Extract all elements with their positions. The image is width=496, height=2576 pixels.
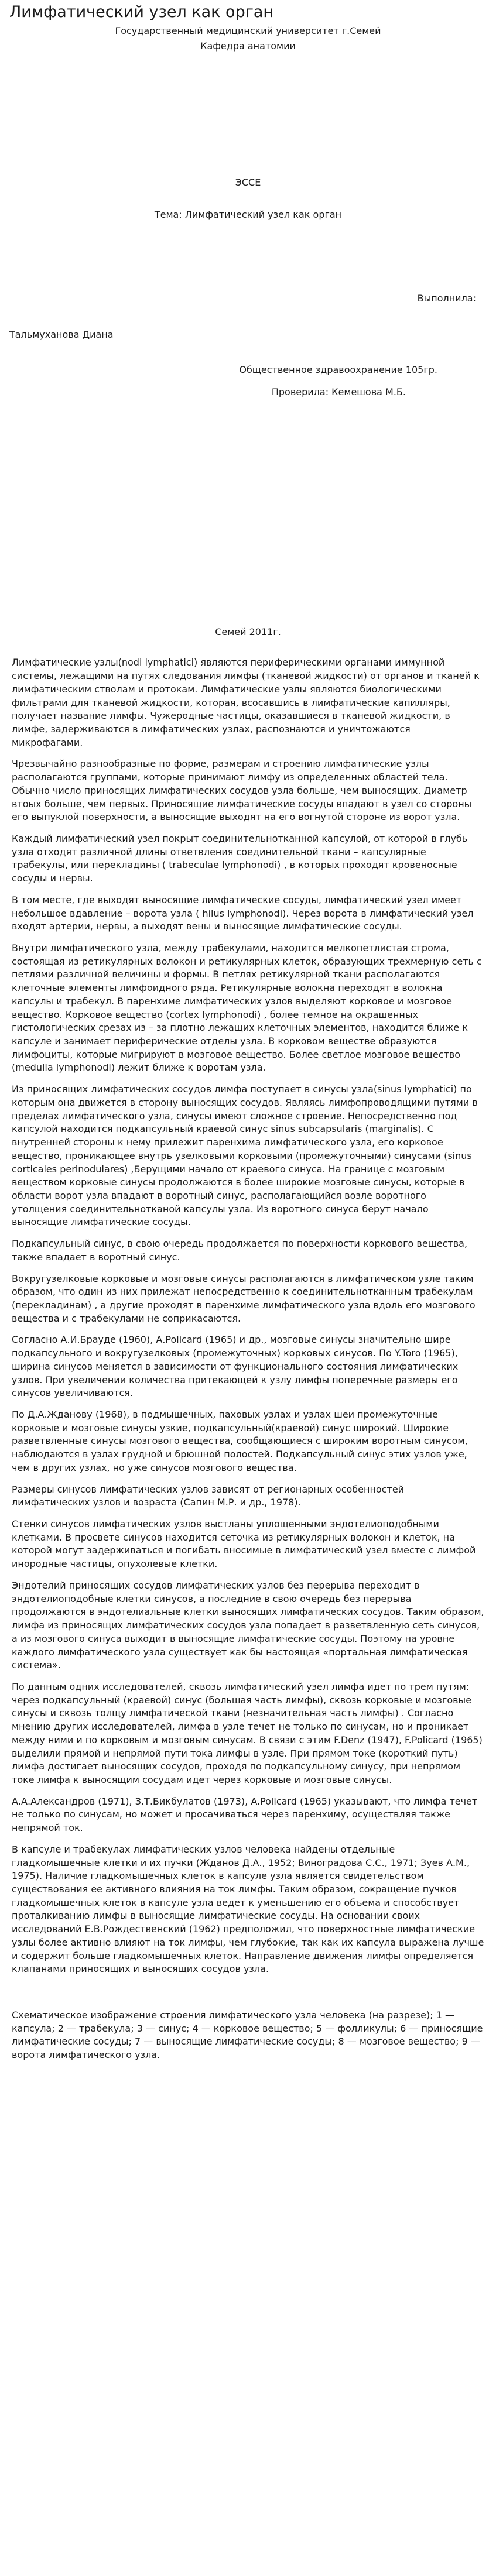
paragraph: Чрезвычайно разнообразные по форме, размерам и строению лимфатические узлы располагаются группами, которые принимают лимфу из определенных областей тела. Обычно число приносящих лимфатических сосудов узла больше, чем выносящих. Диаметр втоых больше, чем первых. Приносящие лимфатические сосуды впадают в узел со стороны его выпуклой поверхности, а выносящие выходят на его вогнутой стороне из ворот узла. xyxy=(12,758,472,823)
paragraph: Лимфатические узлы(nodi lymphatici) являются периферическими органами иммунной системы, лежащими на путях следования лимфы (тканевой жидкости) от органов и тканей к лимфатическим стволам и протокам. Лимфатические узлы являются биологическими фильтрами для тканевой жидкости, которая, всосавшись в лимфатические капилляры, получает название лимфы. Чужеродные частицы, оказавшиеся в тканевой жидкости, в лимфе, задерживаются в лимфатических узлах, распознаются и уничтожаются микрофагами. xyxy=(12,657,480,748)
paragraph: В том месте, где выходят выносящие лимфатические сосуды, лимфатический узел имеет небольшое вдавление – ворота узла ( hilus lymphonodi). Через ворота в лимфатический узел входят артерии, нервы, а выходят вены и выносящие лимфатические сосуды. xyxy=(12,894,474,932)
spacer xyxy=(9,433,487,626)
paragraph: Вокругузелковые корковые и мозговые синусы располагаются в лимфатическом узле таким образом, что один из них прилежат непосредственно к соединительнотканным трабекулам (перекладинам) , а другие проходят в паренхиме лимфатического узла вдоль его мозгового вещества и с трабекулами не соприкасаются. xyxy=(12,1272,476,1324)
document-title: Лимфатический узел как орган xyxy=(9,3,274,21)
department-name: Кафедра анатомии xyxy=(200,40,296,52)
document-page xyxy=(0,2,496,2062)
university-name: Государственный медицинский университет г.Семей xyxy=(115,25,381,36)
paragraph: Подкапсульный синус, в свою очередь продолжается по поверхности коркового вещества, также впадает в воротный синус. xyxy=(12,1238,468,1263)
paragraph: Эндотелий приносящих сосудов лимфатических узлов без перерыва переходит в эндотелиоподобные клетки синусов, а последние в свою очередь без перерыва продолжаются в эндотелиальные клетки выносящих лимфатических сосудов. Таким образом, лимфа из приносящих лимфатических сосудов узла попадает в разветвленную сеть синусов, а из мозгового синуса выходит в выносящие лимфатические сосуды. Поэтому на уровне каждого лимфатического узла существует как бы настоящая «портальная лимфатическая система». xyxy=(12,1579,484,1671)
city-year: Семей 2011г. xyxy=(215,626,281,637)
essay-topic: Тема: Лимфатический узел как орган xyxy=(154,208,342,220)
paragraph: А.А.Александров (1971), З.Т.Бикбулатов (1973), A.Policard (1965) указывают, что лимфа течет не только по синусам, но может и просачиваться через паренхиму, осуществляя также непрямой ток. xyxy=(12,1795,478,1834)
paragraph: Из приносящих лимфатических сосудов лимфа поступает в синусы узла(sinus lymphatici) по которым она движется в сторону выносящих сосудов. Являясь лимфопроводящими путями в пределах лимфатического узла, синусы имеют сложное строение. Непосредственно под капсулой находится подкапсульный краевой синус sinus subcapsularis (marginalis). С внутренней стороны к нему прилежит паренхима лимфатического узла, его корковое вещество, проникающее внутрь узелковыми корковыми (промежуточными) синусами (sinus corticales perinodulares) ,Берущими начало от краевого синуса. На границе с мозговым веществом корковые синусы продолжаются в более широкие мозговые синусы, которые в области ворот узла впадают в воротный синус, располагающийся возле воротного утолщения соединительнотканой капсулы узла. Из воротного синуса берут начало выносящие лимфатические сосуды. xyxy=(12,1083,478,1228)
spacer xyxy=(9,222,487,292)
essay-label: ЭССЕ xyxy=(235,177,261,188)
paragraph: Каждый лимфатический узел покрыт соединительнотканной капсулой, от которой в глубь узла отходят различной длины ответвления соединительной ткани – капсулярные трабекулы, или перекладины ( trabeculae lymphonodi) , в которых проходят кровеносные сосуды и нервы. xyxy=(12,832,468,884)
student-name: Тальмуханова Диана xyxy=(9,328,114,340)
paragraph: Согласно А.И.Брауде (1960), А.Policard (1965) и др., мозговые синусы значительно шире подкапсульного и вокругузелковых (промежуточных) корковых синусов. По Y.Toro (1965), ширина синусов меняется в зависимости от функционального состояния лимфатических узлов. При увеличении количества притекающей к узлу лимфы поперечные размеры его синусов увеличиваются. xyxy=(12,1334,459,1399)
performed-label: Выполнила: xyxy=(417,292,476,304)
paragraph: Стенки синусов лимфатических узлов выстланы уплощенными эндотелиоподобными клетками. В просвете синусов находится сеточка из ретикулярных волокон и клеток, на которой могут задерживаться и погибать вносимые в лимфатический узел вместе с лимфой инородные частицы, опухолевые клетки. xyxy=(12,1518,476,1570)
paragraph: По Д.А.Жданову (1968), в подмышечных, паховых узлах и узлах шеи промежуточные корковые и мозговые синусы узкие, подкапсульный(краевой) синус широкий. Широкие разветвленные синусы мозгового вещества, сообщающиеся с широким воротным синусом, наблюдаются в узлах грудной и брюшной полостей. Подкапсульный синус этих узлов уже, чем в других узлах, но уже синусов мозгового вещества. xyxy=(12,1409,468,1473)
checked-by: Проверила: Кемешова М.Б. xyxy=(271,386,406,397)
paragraph: По данным одних исследователей, сквозь лимфатический узел лимфа идет по трем путям: через подкапсульный (краевой) синус (большая часть лимфы), сквозь корковые и мозговые синусы и сквозь толщу лимфатической ткани (незначительная часть лимфы) . Согласно мнению других исследователей, лимфа в узле течет не только по синусам, но и проникает между ними и по корковым и мозговым синусам. В связи с этим F.Denz (1947), F.Policard (1965) выделили прямой и непрямой пути тока лимфы в узле. При прямом токе (короткий путь) лимфа достигает выносящих сосудов, проходя по подкапсульному синусу, при непрямом токе лимфа к выносящим сосудам идет через корковые и мозговые синусы. xyxy=(12,1680,483,1785)
paragraph: Внутри лимфатического узла, между трабекулами, находится мелкопетлистая строма, состоящая из ретикулярных волокон и ретикулярных клеток, образующих трехмерную сеть с петлями различной величины и формы. В петлях ретикулярной ткани располагаются клеточные элементы лимфоидного ряда. Ретикулярные волокна переходят в волокна капсулы и трабекул. В паренхиме лимфатических узлов выделяют корковое и мозговое вещество. Корковое вещество (cortex lymphonodi) , более темное на окрашенных гистологических срезах из – за плотно лежащих клеточных элементов, находится ближе к капсуле и занимает периферические отделы узла. В корковом веществе образуются лимфоциты, которые мигрируют в мозговое вещество. Более светлое мозговое вещество (medulla lymphonodi) лежит ближе к воротам узла. xyxy=(12,942,482,1073)
figure-caption: Схематическое изображение строения лимфатического узла человека (на разрезе); 1 — капсула; 2 — трабекула; 3 — синус; 4 — корковое вещество; 5 — фолликулы; 6 — приносящие лимфатические сосуды; 7 — выносящие лимфатические сосуды; 8 — мозговое вещество; 9 — ворота лимфатического узла. xyxy=(12,2009,483,2061)
student-group: Общественное здравоохранение 105гр. xyxy=(239,363,437,375)
spacer xyxy=(9,53,487,176)
paragraph: Размеры синусов лимфатических узлов зависят от регионарных особенностей лимфатических узлов и возраста (Сапин М.Р. и др., 1978). xyxy=(12,1483,405,1508)
author-block xyxy=(9,292,487,433)
essay-body xyxy=(9,656,487,1976)
paragraph: В капсуле и трабекулах лимфатических узлов человека найдены отдельные гладкомышечные клетки и их пучки (Жданов Д.А., 1952; Виноградова С.С., 1971; Зуев А.М., 1975). Наличие гладкомышечных клеток в капсуле узла является свидетельством существования ее активного влияния на ток лимфы. Таким образом, сокращение пучков гладкомышечных клеток в капсуле узла ведет к уменьшению его объема и способствует проталкиванию лимфы в выносящие лимфатические сосуды. На основании своих исследований Е.В.Рождественский (1962) предположил, что поверхностные лимфатические узлы более активно влияют на ток лимфы, чем глубокие, так как их капсула выражена лучше и содержит больше гладкомышечных клеток. Направление движения лимфы определяется клапанами приносящих и выносящих сосудов узла. xyxy=(12,1843,484,1975)
